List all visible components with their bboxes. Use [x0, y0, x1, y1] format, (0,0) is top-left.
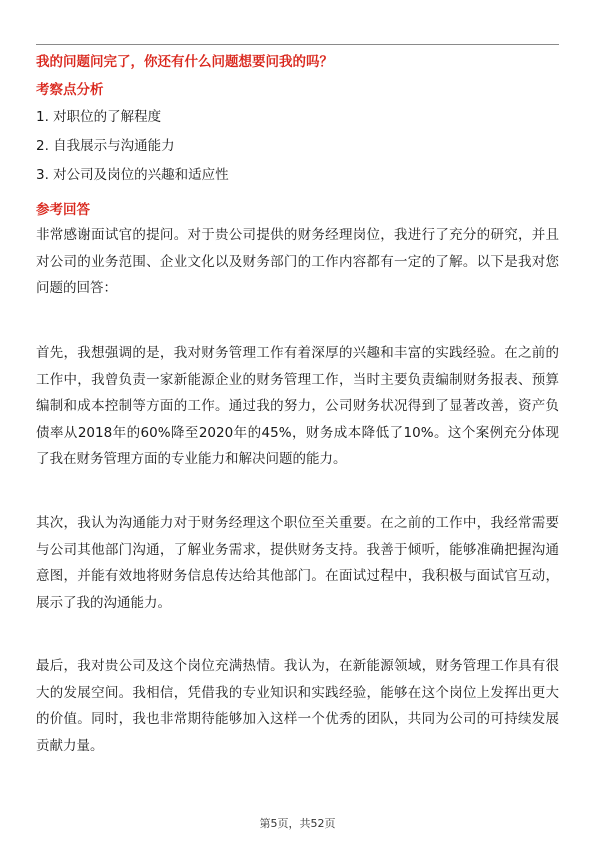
- answer-paragraph: 其次，我认为沟通能力对于财务经理这个职位至关重要。在之前的工作中，我经常需要与公司其他部门沟通，了解业务需求，提供财务支持。我善于倾听，能够准确把握沟通意图，并能有效地将财务信息传达给其他部门。在面试过程中，我积极与面试官互动，展示了我的沟通能力。: [36, 515, 559, 611]
- analysis-point: 3. 对公司及岗位的兴趣和适应性: [36, 167, 229, 183]
- answer-paragraph: 最后，我对贵公司及这个岗位充满热情。我认为，在新能源领域，财务管理工作具有很大的发展空间。我相信，凭借我的专业知识和实践经验，能够在这个岗位上发挥出更大的价值。同时，我也非常期待能够加入这样一个优秀的团队，共同为公司的可持续发展贡献力量。: [36, 658, 559, 754]
- analysis-point: 1. 对职位的了解程度: [36, 109, 162, 125]
- answer-paragraph: 首先，我想强调的是，我对财务管理工作有着深厚的兴趣和丰富的实践经验。在之前的工作中，我曾负责一家新能源企业的财务管理工作，当时主要负责编制财务报表、预算编制和成本控制等方面的工作。通过我的努力，公司财务状况得到了显著改善，资产负债率从2018年的60%降至2020年的45%，财务成本降低了10%。这个案例充分体现了我在财务管理方面的专业能力和解决问题的能力。: [36, 345, 559, 467]
- question-title: 我的问题问完了，你还有什么问题想要问我的吗？: [36, 54, 333, 70]
- header-divider: [36, 44, 559, 45]
- analysis-point: 2. 自我展示与沟通能力: [36, 138, 175, 154]
- analysis-heading: 考察点分析: [36, 82, 104, 98]
- answer-heading: 参考回答: [36, 202, 90, 218]
- page-number: 第5页，共52页: [259, 817, 336, 830]
- answer-paragraph: 非常感谢面试官的提问。对于贵公司提供的财务经理岗位，我进行了充分的研究，并且对公司的业务范围、企业文化以及财务部门的工作内容都有一定的了解。以下是我对您问题的回答：: [36, 227, 559, 296]
